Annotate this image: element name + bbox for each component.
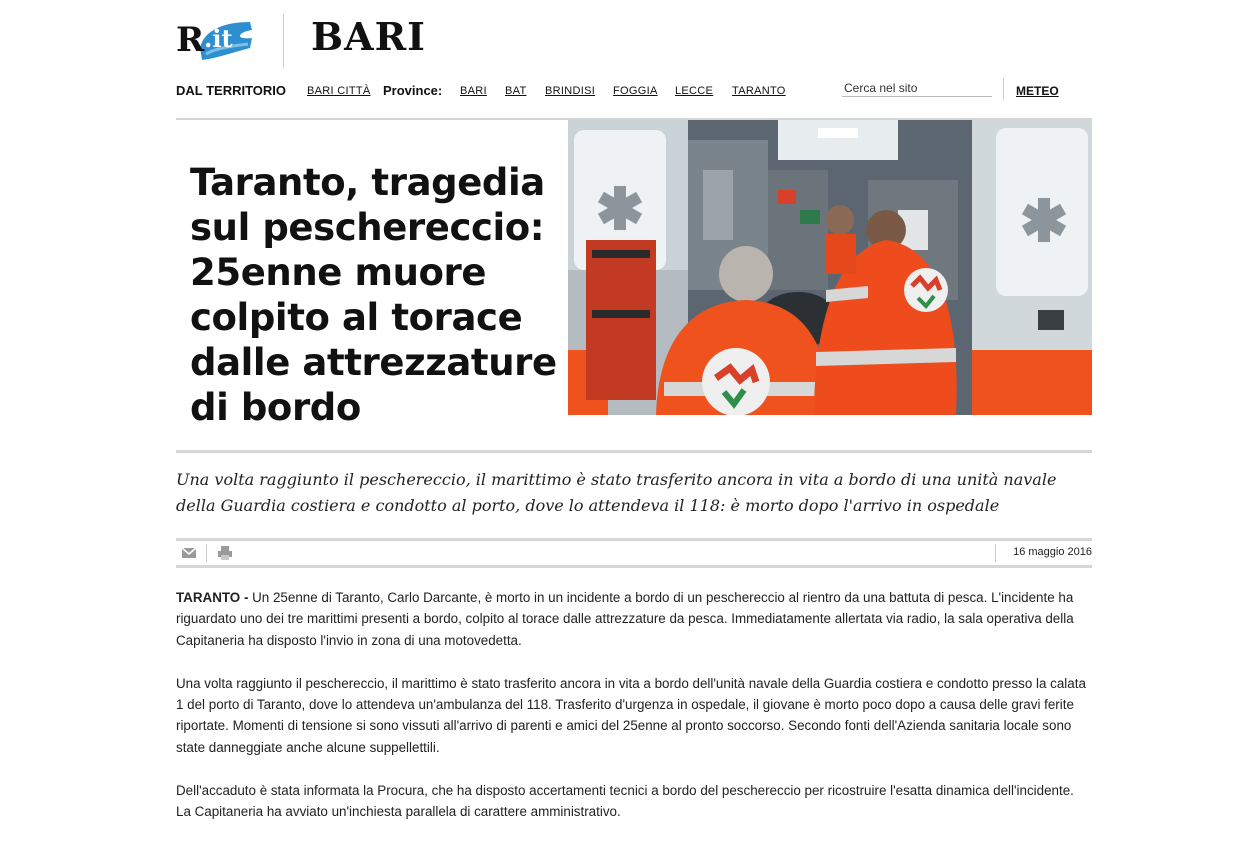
article-photo	[568, 120, 1092, 415]
nav-link-brindisi[interactable]: BRINDISI	[545, 85, 596, 97]
article-toolbar	[176, 541, 1092, 565]
logo-suffix: .it	[204, 24, 233, 53]
nav-link-lecce[interactable]: LECCE	[675, 85, 714, 97]
print-icon[interactable]	[216, 545, 234, 561]
article-paragraph: Dell'accaduto è stata informata la Procura, che ha disposto accertamenti tecnici a bordo del peschereccio per ricostruire l'esatta dinamica dell'incidente. La Capitaneria ha avviato un'inchiesta parallela di carattere amministrativo.	[176, 782, 1074, 820]
city-title[interactable]: BARI	[311, 14, 426, 59]
search-input[interactable]	[842, 80, 992, 97]
nav-link-bari[interactable]: BARI	[460, 85, 487, 97]
toolbar-bottom-rule	[176, 565, 1092, 568]
page	[176, 0, 1092, 843]
search-divider	[1003, 78, 1004, 100]
nav-link-bat[interactable]: BAT	[505, 85, 527, 97]
nav-link-taranto[interactable]: TARANTO	[732, 85, 786, 97]
repubblica-logo[interactable]	[176, 16, 256, 66]
meteo-link[interactable]: METEO	[1016, 84, 1059, 98]
nav-province-label: Province:	[383, 83, 443, 98]
logo-divider	[283, 14, 284, 68]
mail-icon[interactable]	[180, 545, 198, 561]
article-paragraph	[176, 587, 1092, 651]
article-headline: Taranto, tragedia sul peschereccio: 25enne muore colpito al torace dalle attrezzature di bordo	[190, 161, 557, 429]
article-summary: Una volta raggiunto il peschereccio, il marittimo è stato trasferito ancora in vita a bordo di una unità navale della Guardia costiera e condotto al porto, dove lo attendeva il 118: è morto dopo l'arrivo in ospedale	[176, 470, 1057, 515]
toolbar-separator	[206, 544, 207, 562]
nav-link-bari-citta[interactable]: BARI CITTÀ	[307, 85, 371, 97]
date-separator	[995, 544, 996, 562]
article-dateline: TARANTO -	[176, 590, 249, 605]
nav-section-label: DAL TERRITORIO	[176, 83, 287, 98]
nav-link-foggia[interactable]: FOGGIA	[613, 85, 658, 97]
article-paragraph-text: Un 25enne di Taranto, Carlo Darcante, è morto in un incidente a bordo di un peschereccio al rientro da una battuta di pesca. L'incidente ha riguardato uno dei tre marittimi presenti a bordo, colpito al torace dalle attrezzature da pesca. Immediatamente allertata via radio, la sala operativa della Capitaneria ha disposto l'invio in zona di una motovedetta.	[176, 590, 1074, 648]
logo-letter: R	[176, 20, 204, 60]
article-paragraph: Una volta raggiunto il peschereccio, il marittimo è stato trasferito ancora in vita a bordo dell'unità navale della Guardia costiera e condotto presso la calata 1 del porto di Taranto, dove lo attendeva un'ambulanza del 118. Trasferito d'urgenza in ospedale, il giovane è morto poco dopo a causa delle gravi ferite riportate. Momenti di tensione si sono vissuti all'arrivo di parenti e amici del 25enne al pronto soccorso. Secondo fonti dell'Azienda sanitaria locale sono state danneggiate anche alcune suppellettili.	[176, 675, 1086, 755]
headline-rule	[176, 450, 1092, 453]
article-date: 16 maggio 2016	[1013, 546, 1092, 558]
article-body	[176, 587, 1092, 844]
